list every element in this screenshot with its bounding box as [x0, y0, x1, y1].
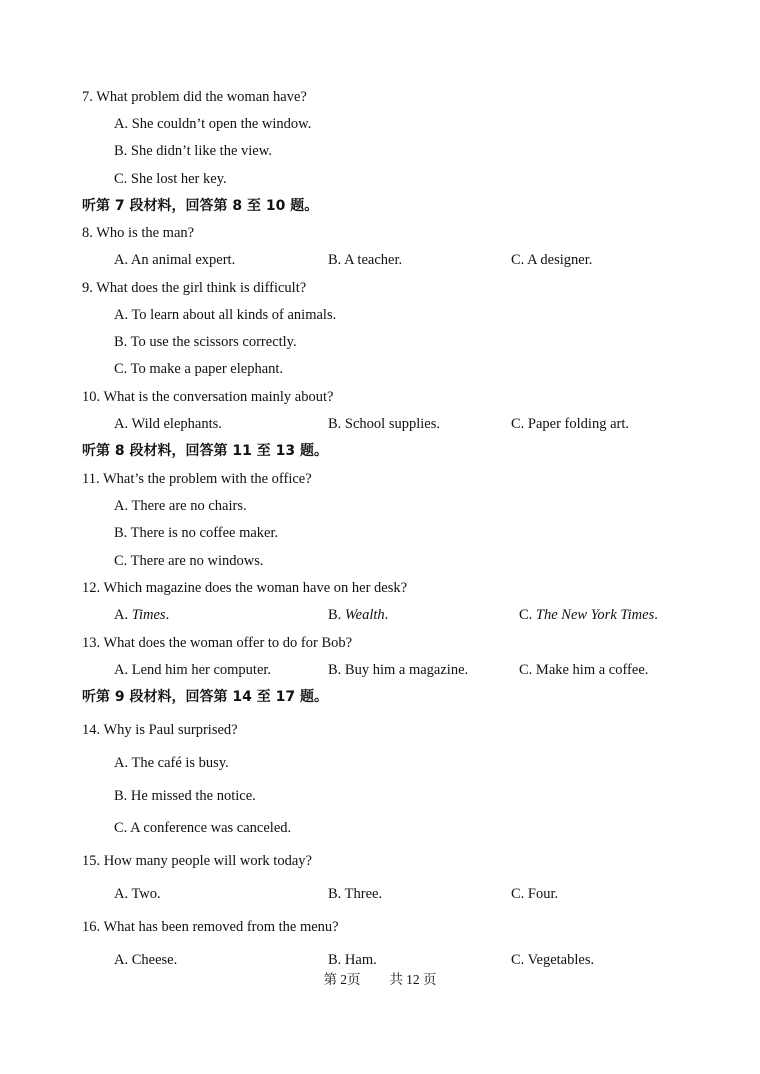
options-row-15: [114, 885, 714, 903]
option-14a: A. The café is busy.: [114, 755, 229, 771]
page-number: 第 2页: [323, 972, 361, 987]
option-13a: A. Lend him her computer.: [114, 662, 272, 678]
option-15b: B. Three.: [328, 886, 383, 902]
question-7: 7. What problem did the woman have?: [82, 89, 307, 105]
question-9: 9. What does the girl think is difficult?: [82, 280, 307, 296]
option-10c: C. Paper folding art.: [511, 416, 629, 432]
option-8b: B. A teacher.: [328, 252, 403, 268]
page-footer: [0, 968, 760, 988]
option-13c: C. Make him a coffee.: [519, 662, 649, 678]
option-14b: B. He missed the notice.: [114, 788, 256, 804]
option-8a: A. An animal expert.: [114, 252, 236, 268]
page-total: 共 12 页: [389, 972, 437, 987]
option-9c: C. To make a paper elephant.: [114, 361, 284, 377]
question-14: 14. Why is Paul surprised?: [82, 722, 238, 738]
question-12: 12. Which magazine does the woman have on her desk?: [82, 580, 408, 596]
option-10a: A. Wild elephants.: [114, 416, 222, 432]
option-10b: B. School supplies.: [328, 416, 440, 432]
question-16: 16. What has been removed from the menu?: [82, 919, 339, 935]
section-heading-8: 听第 8 段材料，回答第 11 至 13 题。: [82, 443, 328, 459]
option-12c-title: The New York Times: [535, 607, 655, 623]
options-row-8: [114, 251, 714, 269]
option-12a-period: .: [165, 607, 170, 623]
option-16b: B. Ham.: [328, 952, 377, 968]
option-9b: B. To use the scissors correctly.: [114, 334, 297, 350]
option-7c: C. She lost her key.: [114, 171, 227, 187]
option-8c: C. A designer.: [511, 252, 593, 268]
question-11: 11. What’s the problem with the office?: [82, 471, 312, 487]
section-heading-7: 听第 7 段材料，回答第 8 至 10 题。: [82, 198, 319, 214]
question-8: 8. Who is the man?: [82, 225, 195, 241]
options-row-10: [114, 415, 714, 433]
section-heading-9: 听第 9 段材料，回答第 14 至 17 题。: [82, 689, 328, 705]
option-16c: C. Vegetables.: [511, 952, 595, 968]
option-12c-letter: C.: [519, 607, 536, 623]
option-12b: [328, 606, 388, 624]
option-12a-title: Times: [131, 607, 166, 623]
option-12c-period: .: [654, 607, 658, 623]
option-11b: B. There is no coffee maker.: [114, 525, 279, 541]
option-15c: C. Four.: [511, 886, 559, 902]
option-11c: C. There are no windows.: [114, 553, 264, 569]
option-12b-title: Wealth: [344, 607, 385, 623]
question-10: 10. What is the conversation mainly about?: [82, 389, 334, 405]
option-15a: A. Two.: [114, 886, 161, 902]
question-13: 13. What does the woman offer to do for Bob?: [82, 635, 353, 651]
option-14c: C. A conference was canceled.: [114, 820, 292, 836]
option-11a: A. There are no chairs.: [114, 498, 247, 514]
option-12b-letter: B.: [328, 607, 345, 623]
options-row-16: [114, 951, 714, 969]
option-16a: A. Cheese.: [114, 952, 178, 968]
option-7a: A. She couldn’t open the window.: [114, 116, 312, 132]
options-row-12: [114, 606, 714, 624]
options-row-13: [114, 661, 714, 679]
option-13b: B. Buy him a magazine.: [328, 662, 469, 678]
option-12a: [114, 606, 169, 624]
option-7b: B. She didn’t like the view.: [114, 143, 272, 159]
option-12b-period: .: [384, 607, 389, 623]
option-9a: A. To learn about all kinds of animals.: [114, 307, 337, 323]
question-15: 15. How many people will work today?: [82, 853, 312, 869]
option-12c: [519, 606, 658, 624]
option-12a-letter: A.: [114, 607, 132, 623]
